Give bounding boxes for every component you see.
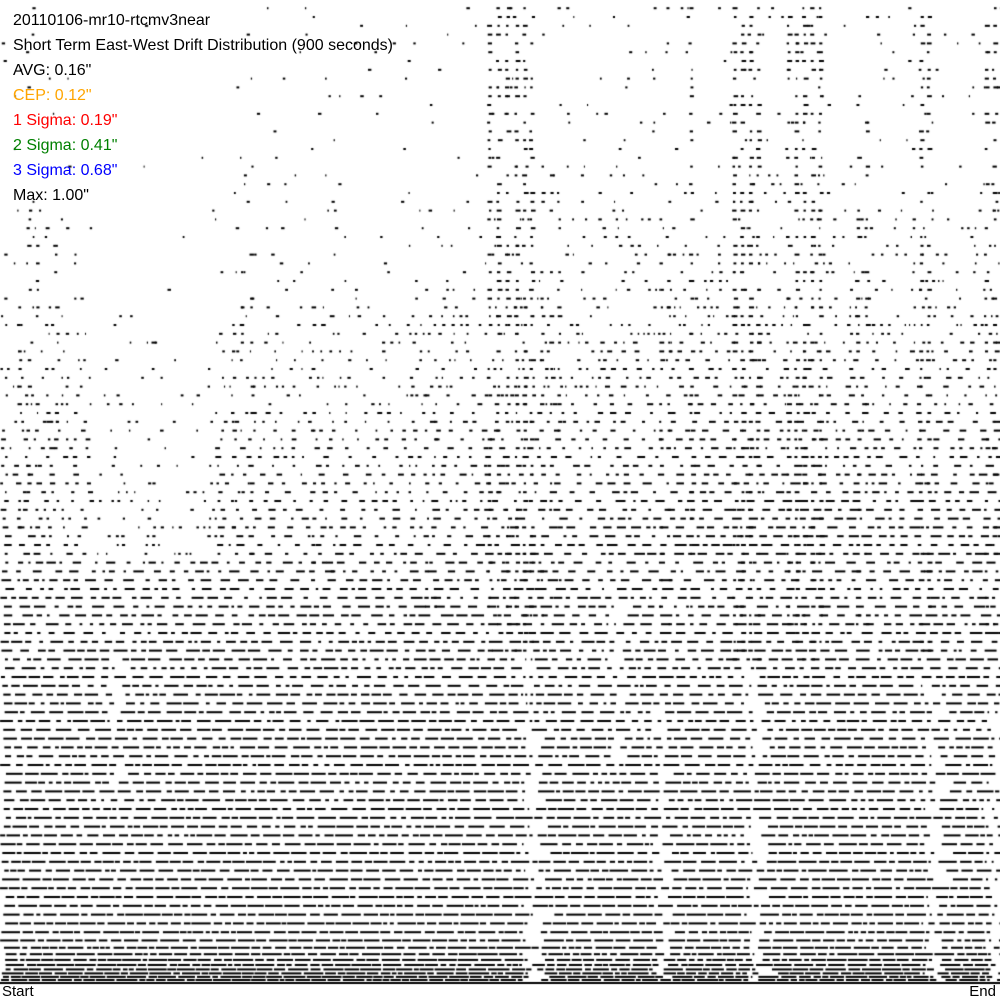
x-axis-start-label: Start xyxy=(2,983,34,1000)
dataset-title: 20110106-mr10-rtcmv3near xyxy=(13,12,211,29)
chart-title: Short Term East-West Drift Distribution (900 seconds) xyxy=(13,37,393,54)
chart-header xyxy=(13,8,393,208)
stat-2sigma: 2 Sigma: 0.41" xyxy=(13,137,118,154)
stat-max: Max: 1.00" xyxy=(13,187,89,204)
stat-1sigma: 1 Sigma: 0.19" xyxy=(13,112,118,129)
stat-3sigma: 3 Sigma: 0.68" xyxy=(13,162,118,179)
x-axis-end-label: End xyxy=(969,983,996,1000)
stat-avg: AVG: 0.16" xyxy=(13,62,92,79)
stat-cep: CEP: 0.12" xyxy=(13,87,92,104)
